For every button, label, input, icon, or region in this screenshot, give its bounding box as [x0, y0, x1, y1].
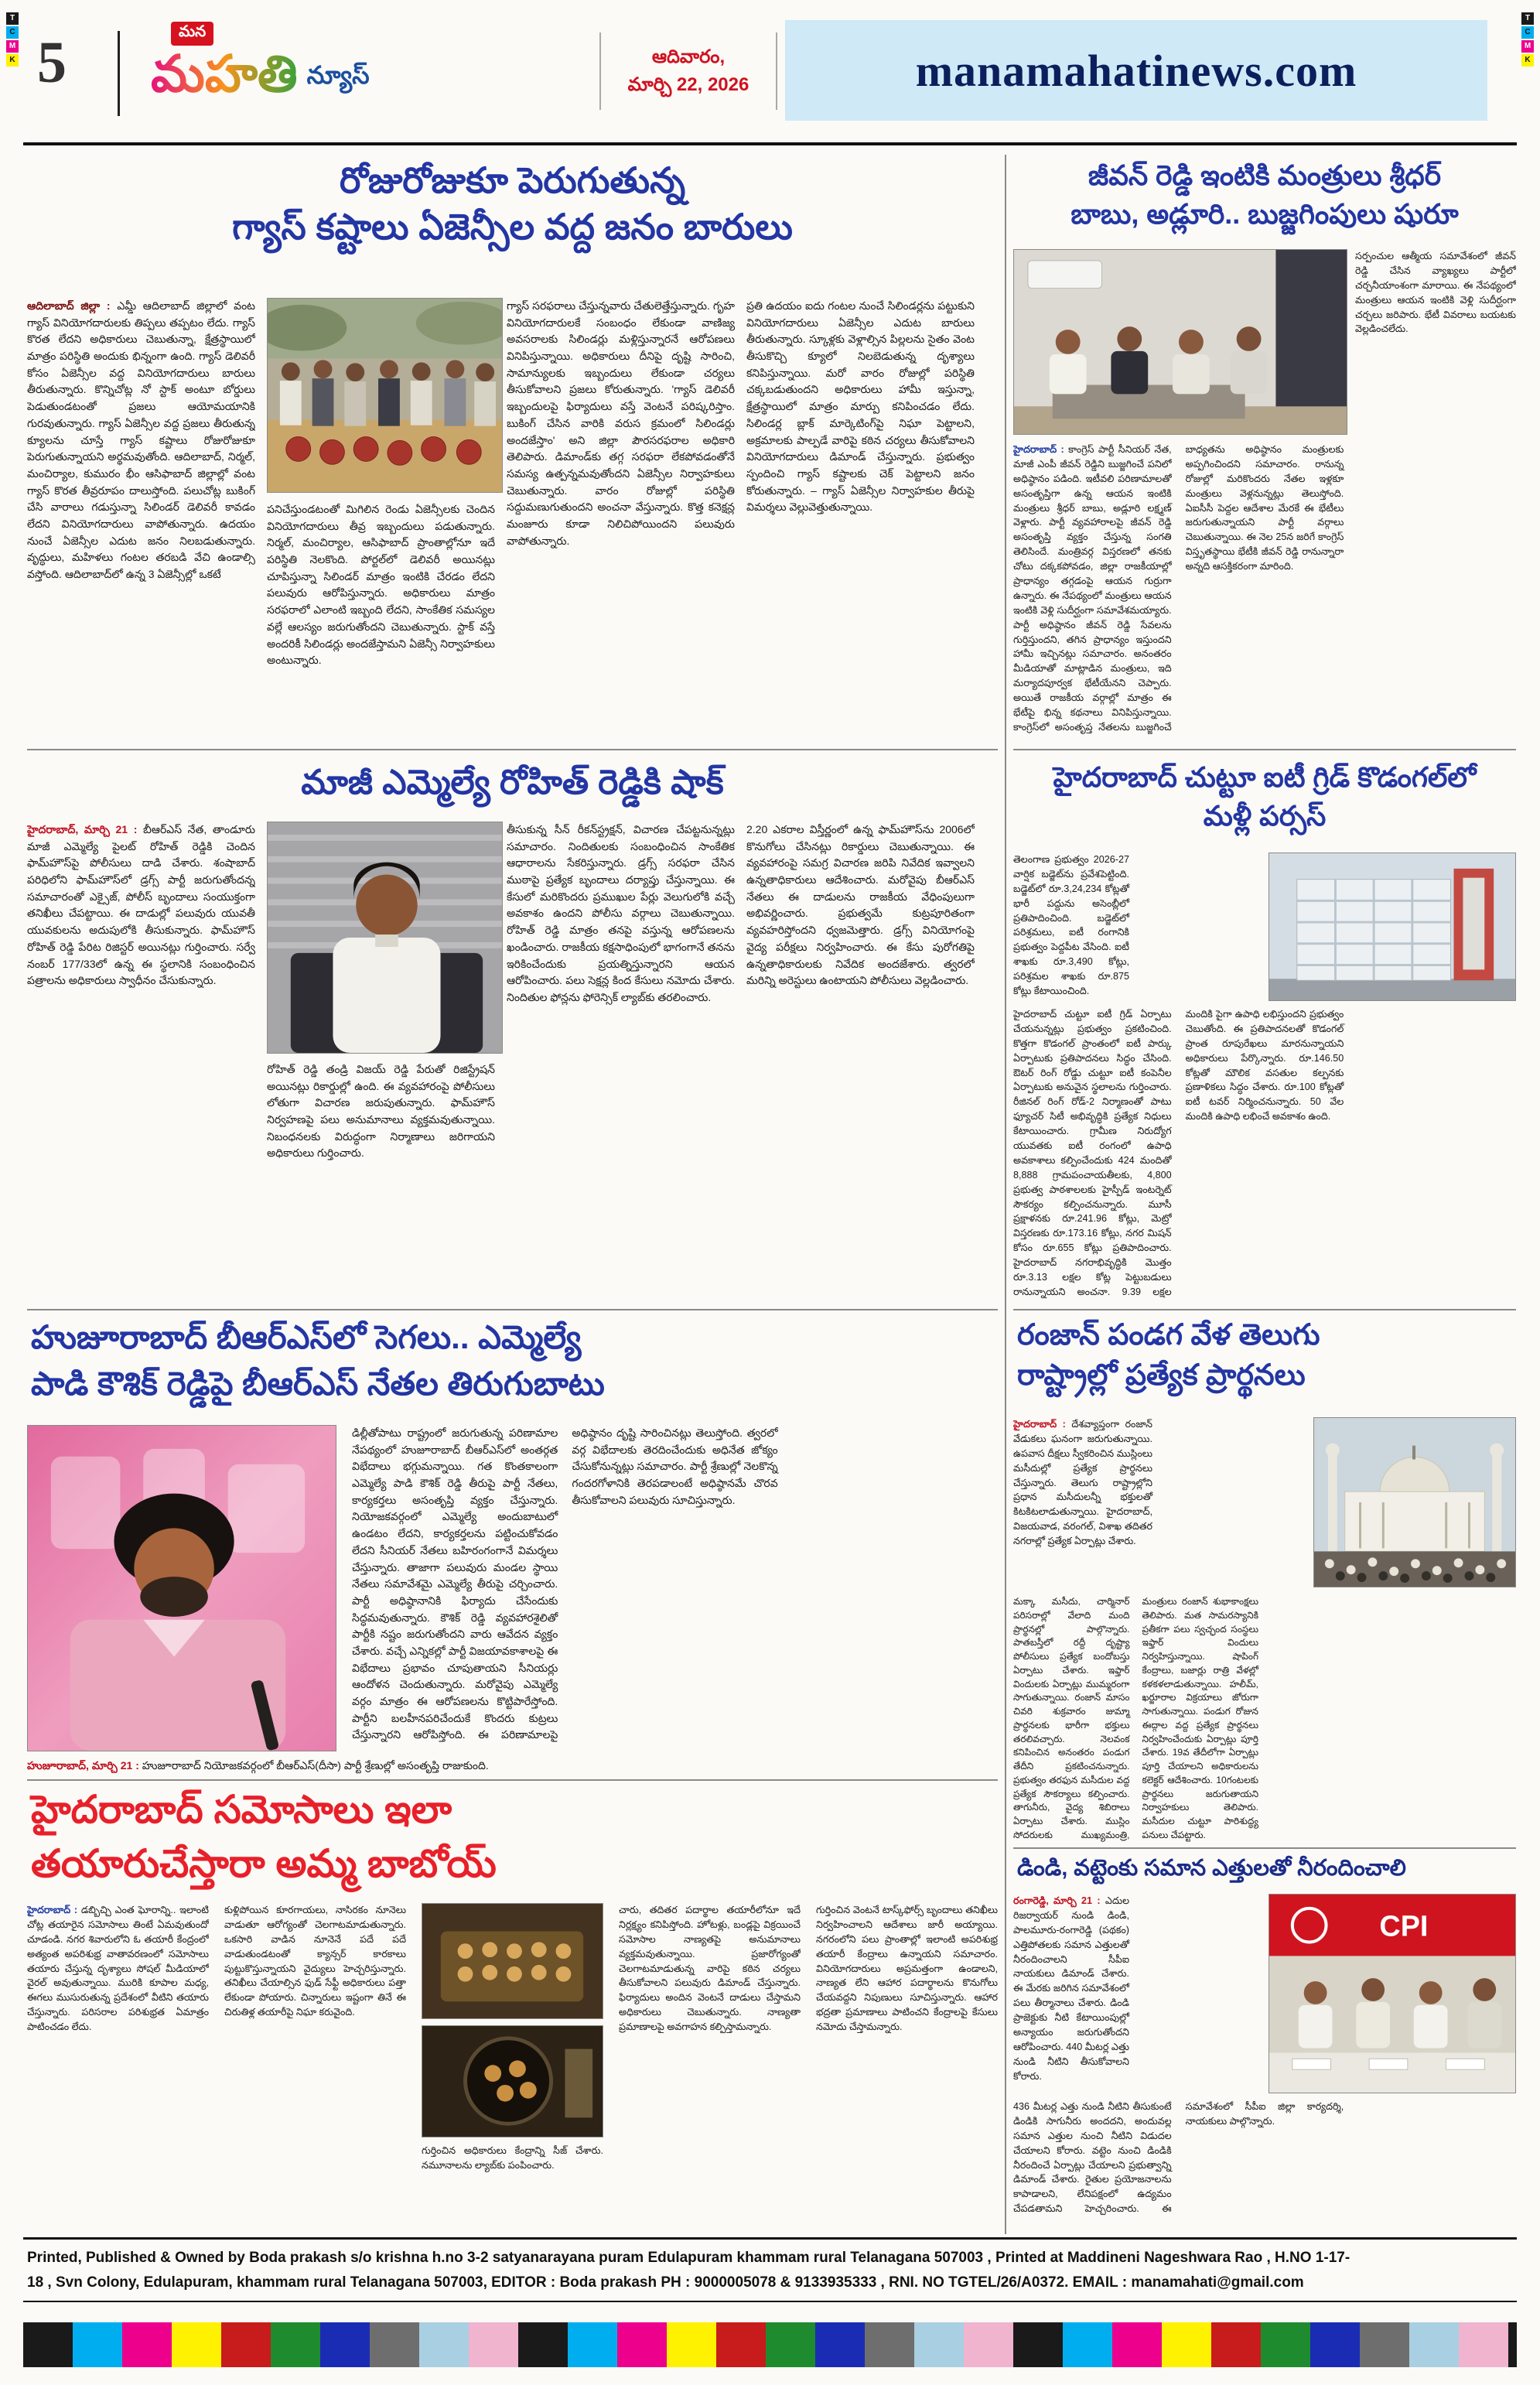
kaushik-dateline: హుజూరాబాద్, మార్చి 21 :	[27, 1759, 139, 1772]
headline-jeevan-line2: బాబు, అడ్లూరి.. బుజ్జగింపులు షురూ	[1070, 198, 1459, 230]
ministers-meeting-photo	[1013, 249, 1347, 435]
cpi-body-below: 436 మీటర్ల ఎత్తు నుండి నీటిని తీసుకుంటే డిండికి సాగునీరు అందదని, అందువల్ల సమాన ఎత్తుల నుంచి నీటిని విడుదల చేయాలని కోరారు. వట్టెం నుంచి డిండికి నీరందించే ఏర్పాట్లు చేయాలని ప్రభుత్వాన్ని డిమాండ్ చేశారు. రైతుల ప్రయోజనాలను కాపాడాలని, లేనిపక్షంలో ఉద్యమం చేపడతామని హెచ్చరించారు. ఈ సమావేశంలో సీపీఐ జిల్లా కార్యదర్శి, నాయకులు పాల్గొన్నారు.	[1013, 2101, 1344, 2215]
rohit-body-text: బీఆర్ఎస్ నేత, తాండూరు మాజీ ఎమ్మెల్యే పైలట్ రోహిత్ రెడ్డికి చెందిన ఫామ్‌హౌస్‌పై పోలీసులు దాడి చేశారు. శంషాబాద్ పరిధిలోని ఫామ్‌హౌస్‌లో డ్రగ్స్ పార్టీ జరుగుతోందన్న సమాచారంతో ఎక్సైజ్, పోలీస్ బృందాలు సంయుక్తంగా తనిఖీలు చేపట్టాయి. ఈ దాడుల్లో పలువురు యువతీ యువకులను అదుపులోకి తీసుకున్నారు. ఫామ్‌హౌస్ రోహిత్ రెడ్డి పేరిట రిజిస్టర్ అయినట్లు గుర్తించారు. సర్వే నంబర్ 177/33లో ఉన్న ఈ స్థలానికి సంబంధించిన పత్రాలను అధికారులు స్వాధీనం చేసుకున్నారు.	[27, 823, 255, 987]
edition-day: ఆదివారం,	[651, 46, 726, 67]
cpi-side-col	[1013, 1894, 1259, 2093]
jeevan-body-text: కాంగ్రెస్ పార్టీ సీనియర్ నేత, మాజీ ఎంపీ జీవన్ రెడ్డిని బుజ్జగించే పనిలో అధిష్ఠానం పడింది. ఇటీవలి పరిణామాలతో అసంతృప్తిగా ఉన్న ఆయన ఇంటికి మంత్రులు శ్రీధర్ బాబు, అడ్లూరి లక్ష్మణ్ వెళ్లారు. పార్టీ వ్యవహారాలపై జీవన్ రెడ్డి అసంతృప్తి వ్యక్తం చేస్తున్న సంగతి తెలిసిందే. మంత్రివర్గ విస్తరణలో తనకు చోటు దక్కకపోవడం, జిల్లా రాజకీయాల్లో ప్రాధాన్యం తగ్గడంపై ఆయన గుర్రుగా ఉన్నారు. ఈ నేపథ్యంలో మంత్రులు ఆయన ఇంటికి వెళ్లి సుదీర్ఘంగా సమావేశమయ్యారు. పార్టీ అధిష్ఠానం జీవన్ రెడ్డి సేవలను గుర్తిస్తుందని, తగిన ప్రాధాన్యం ఇస్తుందని హామీ ఇచ్చినట్లు సమాచారం. అనంతరం మీడియాతో మాట్లాడిన మంత్రులు, ఇది మర్యాదపూర్వక భేటీయేనని చెప్పారు. అయితే రాజకీయ వర్గాల్లో మాత్రం ఈ భేటీపై భిన్న కథనాలు వినిపిస్తున్నాయి. కాంగ్రెస్‌లో అసంతృప్త నేతలను బుజ్జగించే బాధ్యతను అధిష్ఠానం మంత్రులకు అప్పగించిందని సమాచారం. రానున్న రోజుల్లో మరికొందరు నేతల ఇళ్లకూ మంత్రులు వెళ్లనున్నట్లు తెలుస్తోంది. ఏఐసీసీ పెద్దల ఆదేశాల మేరకే ఈ భేటీలు జరుగుతున్నాయని పార్టీ వర్గాలు చెబుతున్నాయి. ఈ నెల 25న జరిగే కాంగ్రెస్ విస్తృతస్థాయి భేటీకి జీవన్ రెడ్డి రానున్నారా అన్నది ఆసక్తికరంగా మారింది.	[1013, 444, 1344, 733]
headline-gas-line1: రోజురోజుకూ పెరుగుతున్న	[339, 160, 686, 200]
itgrid-side-col: తెలంగాణ ప్రభుత్వం 2026-27 వార్షిక బడ్జెట్‌ను ప్రవేశపెట్టింది. బడ్జెట్‌లో రూ.3,24,234 కోట్లతో భారీ పద్దును అసెంబ్లీలో ప్రతిపాదించింది. బడ్జెట్‌లో పరిశ్రమలు, ఐటీ రంగానికి ప్రభుత్వం పెద్దపీట వేసింది. ఐటీ శాఖకు రూ.3,490 కోట్లు, పరిశ్రమల శాఖకు రూ.875 కోట్లు కేటాయించింది.	[1013, 854, 1129, 997]
cpi-side-text: ఎదుల రిజర్వాయర్ నుండి డిండి, పాలమూరు-రంగారెడ్డి (పథకం) ఎత్తిపోతలకు సమాన ఎత్తులతో నీరందించాలని సీపీఐ నాయకులు డిమాండ్ చేశారు. ఈ మేరకు జరిగిన సమావేశంలో పలు తీర్మానాలు చేశారు. డిండి ప్రాజెక్టుకు నీటి కేటాయింపుల్లో అన్యాయం జరుగుతోందని ఆరోపించారు. 440 మీటర్ల ఎత్తు నుండి నీటిని తీసుకోవాలని కోరారు.	[1013, 1895, 1130, 2082]
kaushik-below-line	[27, 1758, 816, 1778]
samosa-body-col4: చారు, తదితర పదార్థాల తయారీలోనూ ఇదే నిర్లక్ష్యం కనిపిస్తోంది. హోటళ్లు, బండ్లపై విక్రయించే సమోసాల నాణ్యతపై అనుమానాలు వ్యక్తమవుతున్నాయి. ప్రజారోగ్యంతో చెలగాటమాడుతున్న వారిపై కఠిన చర్యలు తీసుకోవాలని పలువురు డిమాండ్ చేస్తున్నారు. ఫిర్యాదులు అందిన వెంటనే దాడులు చేస్తామని అధికారులు చెబుతున్నారు. నాణ్యతా ప్రమాణాలపై అవగాహన కల్పిస్తామన్నారు.	[619, 1905, 801, 2033]
headline-cpi: డిండి, వట్టెంకు సమాన ఎత్తులతో నీరందించాలి	[1017, 1856, 1406, 1881]
footer-rule-top	[23, 2237, 1517, 2240]
rohit-body-col1	[27, 822, 255, 1301]
reg-letter: M	[1521, 40, 1534, 53]
logo-main-word: మహతి	[151, 45, 298, 102]
rohit-dateline: హైదరాబాద్, మార్చి 21 :	[27, 823, 138, 835]
samosa-body-col5: గుర్తించిన వెంటనే టాస్క్‌ఫోర్స్ బృందాలు తనిఖీలు నిర్వహించాలని ఆదేశాలు జారీ అయ్యాయి. నగరంలోని పలు ప్రాంతాల్లో ఇలాంటి అపరిశుభ్ర తయారీ కేంద్రాలు ఉన్నాయని సమాచారం. వినియోగదారులు అప్రమత్తంగా ఉండాలని, నాణ్యత లేని ఆహార పదార్థాలను కొనుగోలు చేయవద్దని నిపుణులు సూచిస్తున్నారు. ఆహార భద్రతా ప్రమాణాలు పాటించని కేంద్రాలపై కేసులు నమోదు చేస్తామన్నారు.	[816, 1905, 998, 2033]
cpi-meeting-photo	[1269, 1894, 1516, 2093]
print-registration-mark-right	[1521, 12, 1534, 67]
kaushik-reddy-photo	[27, 1425, 336, 1751]
headline-ramzan-line2: రాష్ట్రాల్లో ప్రత్యేక ప్రార్థనలు	[1017, 1359, 1306, 1392]
gas-body-col3: గ్యాస్ సరఫరాలు చేస్తున్నవారు చేతులెత్తేస్తున్నారు. గృహ వినియోగదారులకే సంబంధం లేకుండా వాణిజ్య అవసరాలకు సిలిండర్లు మళ్లిస్తున్నారనే ఆరోపణలు వినిపిస్తున్నాయి. అధికారులు దీనిపై దృష్టి సారించి, సామాన్యులకు ఇబ్బందులు లేకుండా చర్యలు తీసుకోవాలని ప్రజలు కోరుతున్నారు. 'గ్యాస్ డెలివరీ ఇబ్బందులపై ఫిర్యాదులు వస్తే వెంటనే పరిష్కరిస్తాం. బుకింగ్ చేసిన వారికి వరుస క్రమంలో సిలిండర్లు అందజేస్తాం' అని జిల్లా పౌరసరఫరాల అధికారి తెలిపారు. డిమాండ్‌కు తగ్గ సరఫరా లేకపోవడంతోనే సమస్య ఉత్పన్నమవుతోందని ఏజెన్సీల నిర్వాహకులు చెబుతున్నారు. వారం రోజుల్లో పరిస్థితి సద్దుమణుగుతుందని అంచనా వేస్తున్నారు. కొత్త కనెక్షన్ల మంజూరు కూడా నిలిచిపోయిందని పలువురు వాపోతున్నారు.	[507, 299, 735, 547]
article-divider	[27, 1779, 998, 1781]
article-divider	[1013, 1309, 1516, 1310]
cpi-dateline: రంగారెడ్డి, మార్చి 21 :	[1013, 1895, 1101, 1906]
logo-sub-word: న్యూస్	[306, 60, 370, 89]
gas-dateline: ఆదిలాబాద్ జిల్లా :	[27, 299, 111, 312]
article-divider	[1013, 1847, 1516, 1849]
rohit-reddy-photo	[267, 822, 503, 1054]
it-building-photo	[1269, 853, 1516, 1001]
headline-rohit: మాజీ ఎమ్మెల్యే రోహిత్ రెడ్డికి షాక్	[301, 764, 724, 801]
edition-date	[599, 32, 777, 110]
rohit-body-col4: 2.20 ఎకరాల విస్తీర్ణంలో ఉన్న ఫామ్‌హౌస్‌ను 2006లో కొనుగోలు చేసినట్లు రికార్డులు చెబుతున్నాయి. ఈ వ్యవహారంపై సమగ్ర విచారణ జరిపి నివేదిక ఇవ్వాలని ఉన్నతాధికారులు ఆదేశించారు. మరోవైపు బీఆర్ఎస్ నేతలు ఈ దాడులను రాజకీయ వేధింపులుగా అభివర్ణించారు. ప్రభుత్వమే కుట్రపూరితంగా వ్యవహరిస్తోందని ధ్వజమెత్తారు. డ్రగ్స్ వినియోగంపై వైద్య పరీక్షలు నిర్వహించారు. ఈ కేసు పురోగతిపై ఉన్నతాధికారులకు నివేదిక అందజేశారు. త్వరలో మరిన్ని అరెస్టులు ఉంటాయని పోలీసులు వెల్లడించారు.	[746, 823, 975, 987]
reg-letter: C	[6, 26, 19, 39]
reg-letter: T	[6, 12, 19, 25]
masthead-rule	[23, 142, 1517, 145]
page-number: 5	[37, 30, 67, 95]
jeevan-dateline: హైదరాబాద్ :	[1013, 444, 1064, 455]
print-registration-mark-left	[6, 12, 19, 67]
headline-ramzan-line1: రంజాన్ పండగ వేళ తెలుగు	[1017, 1319, 1320, 1351]
imprint-line1: Printed, Published & Owned by Boda prakash s/o krishna h.no 3-2 satyanarayana puram Edulapuram khammam rural Telanagana 507003 , Printed at Maddineni Nageshwara Rao , H.NO 1-17-	[27, 2250, 1350, 2266]
samosa-body-col1	[27, 1903, 209, 2228]
reg-letter: M	[6, 40, 19, 53]
gas-body-text: ఎమ్డీ ఆదిలాబాద్ జిల్లాలో వంట గ్యాస్ వినియోగదారులకు తిప్పలు తప్పటం లేదు. గ్యాస్ కొరత లేదని అధికారులు చెబుతున్నా, క్షేత్రస్థాయిలో మాత్రం పరిస్థితి అందుకు భిన్నంగా ఉంది. గ్యాస్ డెలివరీ కోసం ఏజెన్సీల వద్ద వినియోగదారులు బారులు తీరుతున్నారు. కొన్నిచోట్ల నో స్టాక్ అంటూ బోర్డులు పెడుతుండటంతో ప్రజలు ఆయోమయానికి గురవుతున్నారు. గ్యాస్ ఏజెన్సీల వద్ద ప్రజలు తీరుతున్న క్యూలను చూస్తే గ్యాస్ కష్టాలు రోజురోజుకూ పెరుగుతున్నాయని అర్థమవుతోంది. ఆదిలాబాద్, నిర్మల్, మంచిర్యాల, కుమురం భీం ఆసిఫాబాద్ జిల్లాల్లో వంట గ్యాస్ కొరత తీవ్రరూపం దాలుస్తోంది. పలుచోట్ల బుకింగ్ చేసి వారాలు గడుస్తున్నా సిలిండర్ డెలివరీ కావడం లేదని వినియోగదారులు వాపోతున్నారు. ఉదయం నుంచే ఏజెన్సీల ఎదుట జనం నిలబడుతున్నారు. వృద్ధులు, మహిళలు గంటల తరబడి వేచి ఉండాల్సి వస్తోంది. ఆదిలాబాద్‌లో ఉన్న 3 ఏజెన్సీల్లో ఒకటే	[27, 299, 255, 580]
samosa-body-mid: గుర్తించిన అధికారులు కేంద్రాన్ని సీజ్ చేశారు. నమూనాలను ల్యాబ్‌కు పంపించారు.	[422, 2145, 603, 2171]
headline-itgrid-line2: మళ్లీ పర్సస్	[1203, 800, 1327, 832]
masthead-divider	[118, 31, 120, 116]
jeevan-side-col: సర్పంచుల ఆత్మీయ సమావేశంలో జీవన్ రెడ్డి చేసిన వ్యాఖ్యలు పార్టీలో చర్చనీయాంశంగా మారాయి. ఈ నేపథ్యంలో మంత్రులు ఆయన ఇంటికి వెళ్లి సుదీర్ఘంగా చర్చలు జరిపారు. భేటీ వివరాలు బయటకు వెల్లడించలేదు.	[1355, 251, 1516, 335]
headline-jeevan-line1: జీవన్ రెడ్డి ఇంటికి మంత్రులు శ్రీధర్	[1088, 159, 1442, 191]
article-divider	[27, 1309, 998, 1310]
ramzan-side-text: దేశవ్యాప్తంగా రంజాన్ వేడుకలు ఘనంగా జరుగుతున్నాయి. ఉపవాస దీక్షలు స్వీకరించిన ముస్లింలు మసీదుల్లో ప్రత్యేక ప్రార్థనలు చేస్తున్నారు. తెలుగు రాష్ట్రాల్లోని ప్రధాన మసీదులన్నీ భక్తులతో కిటకిటలాడుతున్నాయి. హైదరాబాద్, విజయవాడ, వరంగల్, విశాఖ తదితర నగరాల్లో ప్రత్యేక ఏర్పాట్లు చేశారు.	[1013, 1419, 1152, 1547]
gas-body-col1	[27, 298, 255, 740]
article-divider	[1013, 749, 1516, 750]
jeevan-body	[1013, 442, 1516, 744]
cpi-banner-text: CPI	[1379, 1909, 1429, 1943]
headline-itgrid-line1: హైదరాబాద్ చుట్టూ ఐటీ గ్రిడ్ కొడంగల్‌లో	[1053, 761, 1477, 793]
samosa-prep-photo-2	[422, 2025, 603, 2137]
reg-letter: K	[6, 54, 19, 67]
headline-samosa-line1: హైదరాబాద్ సమోసాలు ఇలా	[31, 1788, 452, 1831]
samosa-dateline: హైదరాబాద్ :	[27, 1905, 78, 1915]
ramzan-side-col	[1013, 1417, 1306, 1587]
itgrid-body: హైదరాబాద్ చుట్టూ ఐటీ గ్రిడ్ ఏర్పాటు చేయనున్నట్లు ప్రభుత్వం ప్రకటించింది. కొత్తగా కొడంగల్ ప్రాంతంలో ఐటీ పార్కు ఏర్పాటుకు ప్రతిపాదనలు సిద్ధం చేసింది. ఔటర్ రింగ్ రోడ్డు చుట్టూ ఐటీ కంపెనీల ఏర్పాటుకు అనువైన స్థలాలను గుర్తించారు. రీజినల్ రింగ్ రోడ్-2 నిర్మాణంతో పాటు ఫ్యూచర్ సిటీ అభివృద్ధికి ప్రత్యేక నిధులు కేటాయించారు. గ్రామీణ నిరుద్యోగ యువతకు ఐటీ రంగంలో ఉపాధి అవకాశాలు కల్పించేందుకు 424 మందితో 8,888 గ్రామపంచాయతీలకు, 4,800 ప్రభుత్వ పాఠశాలలకు హైస్పీడ్ ఇంటర్నెట్ సౌకర్యం కల్పించనున్నారు. మూసీ ప్రక్షాళనకు రూ.241.96 కోట్లు, మెట్రో విస్తరణకు రూ.173.16 కోట్లు, నగర మిషన్ కోసం రూ.655 కోట్లు ప్రతిపాదించారు. హైదరాబాద్ నగరాభివృద్ధికి మొత్తం రూ.3.13 లక్షల కోట్ల పెట్టుబడులు రానున్నాయని అంచనా. 9.39 లక్షల మందికి పైగా ఉపాధి లభిస్తుందని ప్రభుత్వం చెబుతోంది. ఈ ప్రతిపాదనలతో కొడంగల్ ప్రాంత రూపురేఖలు మారనున్నాయని అధికారులు పేర్కొన్నారు. రూ.146.50 కోట్లతో మౌలిక వసతుల కల్పనకు ప్రణాళికలు సిద్ధం చేశారు. రూ.100 కోట్లతో ఐటీ టవర్ నిర్మించనున్నారు. 50 వేల మందికి ఉపాధి లభించే అవకాశం ఉంది.	[1013, 1009, 1344, 1297]
rohit-body-col3: తీసుకున్న సీన్ రీకన్‌స్ట్రక్షన్, విచారణ చేపట్టనున్నట్లు సమాచారం. నిందితులకు సంబంధించిన సాంకేతిక ఆధారాలను సేకరిస్తున్నారు. డ్రగ్స్ సరఫరా చేసిన ముఠాపై ప్రత్యేక బృందాలు దర్యాప్తు చేస్తున్నాయి. ఈ కేసులో మరికొందరు ప్రముఖుల పేర్లు వెలుగులోకి వచ్చే అవకాశం ఉందని పోలీసు వర్గాలు చెబుతున్నాయి. రోహిత్ రెడ్డి మాత్రం తనపై వస్తున్న ఆరోపణలను ఖండించారు. రాజకీయ కక్షసాధింపులో భాగంగానే తనను ఇరికించేందుకు ప్రయత్నిస్తున్నారని ఆయన ఆరోపించారు. పలు సెక్షన్ల కింద కేసులు నమోదు చేశారు. నిందితుల ఫోన్లను ఫోరెన్సిక్ ల్యాబ్‌కు తరలించారు.	[507, 823, 735, 1003]
gas-queue-photo	[267, 298, 503, 493]
headline-kaushik-line1: హుజూరాబాద్ బీఆర్ఎస్‌లో సెగలు.. ఎమ్మెల్యే	[31, 1319, 582, 1355]
samosa-prep-photo-1	[422, 1903, 603, 2019]
ramzan-dateline: హైదరాబాద్ :	[1013, 1419, 1066, 1430]
footer-rule-bottom	[23, 2301, 1517, 2302]
reg-letter: C	[1521, 26, 1534, 39]
article-divider	[27, 749, 998, 750]
center-column-rule	[1005, 155, 1006, 2234]
print-registration-strip	[23, 2322, 1517, 2367]
edition-date-text: మార్చి 22, 2026	[627, 74, 750, 95]
samosa-body-col2: కుళ్లిపోయిన కూరగాయలు, నాసిరకం నూనెలు వాడుతూ ఆరోగ్యంతో చెలగాటమాడుతున్నారు. ఒకసారి వాడిన నూనెనే పదే పదే వాడుతుండటంతో క్యాన్సర్ కారకాలు పుట్టుకొస్తున్నాయని వైద్యులు హెచ్చరిస్తున్నారు. తనిఖీలు చేయాల్సిన ఫుడ్ సేఫ్టీ అధికారులు పత్తా లేకుండా పోయారు. చిన్నారులు ఇష్టంగా తినే ఈ చిరుతిళ్ల తయారీపై నిఘా కరువైంది.	[224, 1905, 406, 2018]
imprint-line2: 18 , Svn Colony, Edulapuram, khammam rural Telanagana 507003, EDITOR : Boda prakash PH : 9000005078 & 9133935333 , RNI. NO TGTEL/26/A0372. EMAIL : manamahati@gmail.com	[27, 2274, 1304, 2291]
gas-body-col2: పనిచేస్తుండటంతో మిగిలిన రెండు ఏజెన్సీలకు చెందిన వినియోగదారులు తీవ్ర ఇబ్బందులు పడుతున్నారు. నిర్మల్, మంచిర్యాల, ఆసిఫాబాద్ ప్రాంతాల్లోనూ ఇదే పరిస్థితి నెలకొంది. పోర్టల్‌లో డెలివరీ అయినట్లు చూపిస్తున్నా సిలిండర్ మాత్రం ఇంటికి చేరడం లేదని పలువురు ఆరోపిస్తున్నారు. అధికారులు మాత్రం సరఫరాలో ఎలాంటి ఇబ్బంది లేదని, సాంకేతిక సమస్యల వల్లే ఆలస్యం జరుగుతోందని చెబుతున్నారు. స్టాక్ వస్తే అందరికీ సిలిండర్లు అందజేస్తామని ఏజెన్సీ నిర్వాహకులు అంటున్నారు.	[267, 503, 495, 667]
rohit-body-col2: రోహిత్ రెడ్డి తండ్రి విజయ్ రెడ్డి పేరుతో రిజిస్ట్రేషన్ అయినట్లు రికార్డుల్లో ఉంది. ఈ వ్యవహారంపై పోలీసులు లోతుగా విచారణ జరుపుతున్నారు. ఫామ్‌హౌస్ నిర్వహణపై పలు అనుమానాలు వ్యక్తమవుతున్నాయి. నిబంధనలకు విరుద్ధంగా నిర్మాణాలు జరిగాయని అధికారులు గుర్తించారు.	[267, 1063, 495, 1160]
gas-body-col4: ప్రతి ఉదయం ఐదు గంటల నుంచే సిలిండర్లను పట్టుకుని వినియోగదారులు ఏజెన్సీల ఎదుట బారులు తీరుతున్నారు. స్కూళ్లకు వెళ్లాల్సిన పిల్లలను సైతం వెంట తీసుకొచ్చి క్యూలో నిలబెడుతున్న దృశ్యాలు కనిపిస్తున్నాయి. మరో వారం రోజుల్లో పరిస్థితి చక్కబడుతుందని అధికారులు హామీ ఇస్తున్నా, క్షేత్రస్థాయిలో మాత్రం మార్పు కనిపించడం లేదు. సిలిండర్ల బ్లాక్ మార్కెటింగ్‌పై నిఘా పెట్టాలని, అక్రమాలకు పాల్పడే వారిపై కఠిన చర్యలు తీసుకోవాలని వినియోగదారులు డిమాండ్ చేస్తున్నారు. ప్రభుత్వం స్పందించి గ్యాస్ కష్టాలకు చెక్ పెట్టాలని జనం కోరుతున్నారు. – గ్యాస్ ఏజెన్సీల నిర్వాహకుల తీరుపై విమర్శలు వెల్లువెత్తుతున్నాయి.	[746, 299, 975, 514]
reg-letter: K	[1521, 54, 1534, 67]
kaushik-below-text: హుజూరాబాద్ నియోజకవర్గంలో బీఆర్ఎస్(దీసా) పార్టీ శ్రేణుల్లో అసంతృప్తి రాజుకుంది.	[142, 1759, 489, 1772]
website-banner	[785, 20, 1487, 121]
headline-samosa-line2: తయారుచేస్తారా అమ్మ బాబోయ్	[31, 1842, 497, 1885]
website-url[interactable]: manamahatinews.com	[915, 45, 1357, 96]
headline-gas-line2: గ్యాస్ కష్టాలు ఏజెన్సీల వద్ద జనం బారులు	[232, 207, 793, 247]
kaushik-side-body: డిల్లీతోపాటు రాష్ట్రంలో జరుగుతున్న పరిణామాల నేపథ్యంలో హుజూరాబాద్ బీఆర్ఎస్‌లో అంతర్గత విభేదాలు భగ్గుమన్నాయి. గత కొంతకాలంగా ఎమ్మెల్యే పాడి కౌశిక్ రెడ్డి తీరుపై పార్టీ నేతలు, కార్యకర్తలు అసంతృప్తి వ్యక్తం చేస్తున్నారు. నియోజకవర్గంలో ఎమ్మెల్యే అందుబాటులో ఉండటం లేదని, కార్యకర్తలను పట్టించుకోవడం లేదని సీనియర్ నేతలు బహిరంగంగానే విమర్శలు చేస్తున్నారు. తాజాగా పలువురు మండల స్థాయి నేతలు సమావేశమై ఎమ్మెల్యే తీరుపై చర్చించారు. పార్టీ అధిష్ఠానానికి ఫిర్యాదు చేసేందుకు సిద్ధమవుతున్నారు. కౌశిక్ రెడ్డి వ్యవహారశైలితో పార్టీకి నష్టం జరుగుతోందని వారు ఆవేదన వ్యక్తం చేశారు. వచ్చే ఎన్నికల్లో పార్టీ విజయావకాశాలపై ఈ విభేదాలు ప్రభావం చూపుతాయని సీనియర్లు ఆందోళన చెందుతున్నారు. మరోవైపు ఎమ్మెల్యే వర్గం మాత్రం ఈ ఆరోపణలను కొట్టిపారేస్తోంది. పార్టీని బలహీనపరిచేందుకే కొందరు కుట్రలు చేస్తున్నారని ఆరోపిస్తోంది. ఈ పరిణామాలపై అధిష్ఠానం దృష్టి సారించినట్లు తెలుస్తోంది. త్వరలో వర్గ విభేదాలకు తెరదించేందుకు అధినేత జోక్యం చేసుకోనున్నట్లు సమాచారం. పార్టీ శ్రేణుల్లో నెలకొన్న గందరగోళానికి తెరపడాలంటే అధిష్ఠానమే చొరవ తీసుకోవాలని పలువురు సూచిస్తున్నారు.	[352, 1427, 778, 1741]
reg-letter: T	[1521, 12, 1534, 25]
headline-kaushik-line2: పాడి కౌశిక్ రెడ్డిపై బీఆర్ఎస్ నేతల తిరుగుబాటు	[31, 1365, 605, 1402]
ramzan-body: మక్కా మసీదు, చార్మినార్ పరిసరాల్లో వేలాది మంది ప్రార్థనల్లో పాల్గొన్నారు. పాతబస్తీలో రద్దీ దృష్ట్యా పోలీసులు ప్రత్యేక బందోబస్తు ఏర్పాటు చేశారు. ఇఫ్తార్ విందులకు ఏర్పాట్లు ముమ్మరంగా సాగుతున్నాయి. రంజాన్ మాసం చివరి శుక్రవారం జుమ్మా ప్రార్థనలకు భారీగా భక్తులు తరలివచ్చారు. నెలవంక కనిపించిన అనంతరం పండుగ తేదీని ప్రకటించనున్నారు. ప్రభుత్వం తరఫున మసీదుల వద్ద ప్రత్యేక సౌకర్యాలు కల్పించారు. తాగునీరు, వైద్య శిబిరాలు ఏర్పాటు చేశారు. ముస్లిం సోదరులకు ముఖ్యమంత్రి, మంత్రులు రంజాన్ శుభాకాంక్షలు తెలిపారు. మత సామరస్యానికి ప్రతీకగా పలు స్వచ్ఛంద సంస్థలు ఇఫ్తార్ విందులు నిర్వహిస్తున్నాయి. షాపింగ్ కేంద్రాలు, బజార్లు రాత్రి వేళల్లో కళకళలాడుతున్నాయి. హలీమ్, ఖర్జూరాల విక్రయాలు జోరుగా సాగుతున్నాయి. పండుగ రోజున ఈద్గాల వద్ద ప్రత్యేక ప్రార్థనలు నిర్వహించేందుకు ఏర్పాట్లు పూర్తి చేశారు. 19వ తేదీలోగా ఏర్పాట్లు పూర్తి చేయాలని అధికారులను కలెక్టర్ ఆదేశించారు. 10గంటలకు ప్రార్థనలు జరుగుతాయని నిర్వాహకులు తెలిపారు. మసీదుల చుట్టూ పారిశుద్ధ్య పనులు చేపట్టారు.	[1013, 1596, 1258, 1840]
logo-top-word: మన	[171, 22, 213, 46]
newspaper-logo	[151, 22, 370, 102]
mosque-prayers-photo	[1313, 1417, 1516, 1587]
samosa-body-text: డబ్బిచ్చి ఎంత ఘోరాన్ని.. ఇలాంటి చోట్ల తయారైన సమోసాలు తింటే ఏమవుతుందో చూడండి. నగర శివారులోని ఓ తయారీ కేంద్రంలో అత్యంత అపరిశుభ్ర వాతావరణంలో సమోసాలు తయారు చేస్తున్న దృశ్యాలు సోషల్ మీడియాలో వైరల్ అవుతున్నాయి. మురికి కూపాల మధ్య, ఈగలు ముసురుతున్న ప్రదేశంలో వీటిని తయారు చేస్తున్నారు. పరిసరాల పరిశుభ్రత ఏమాత్రం పాటించడం లేదు.	[27, 1905, 209, 2033]
